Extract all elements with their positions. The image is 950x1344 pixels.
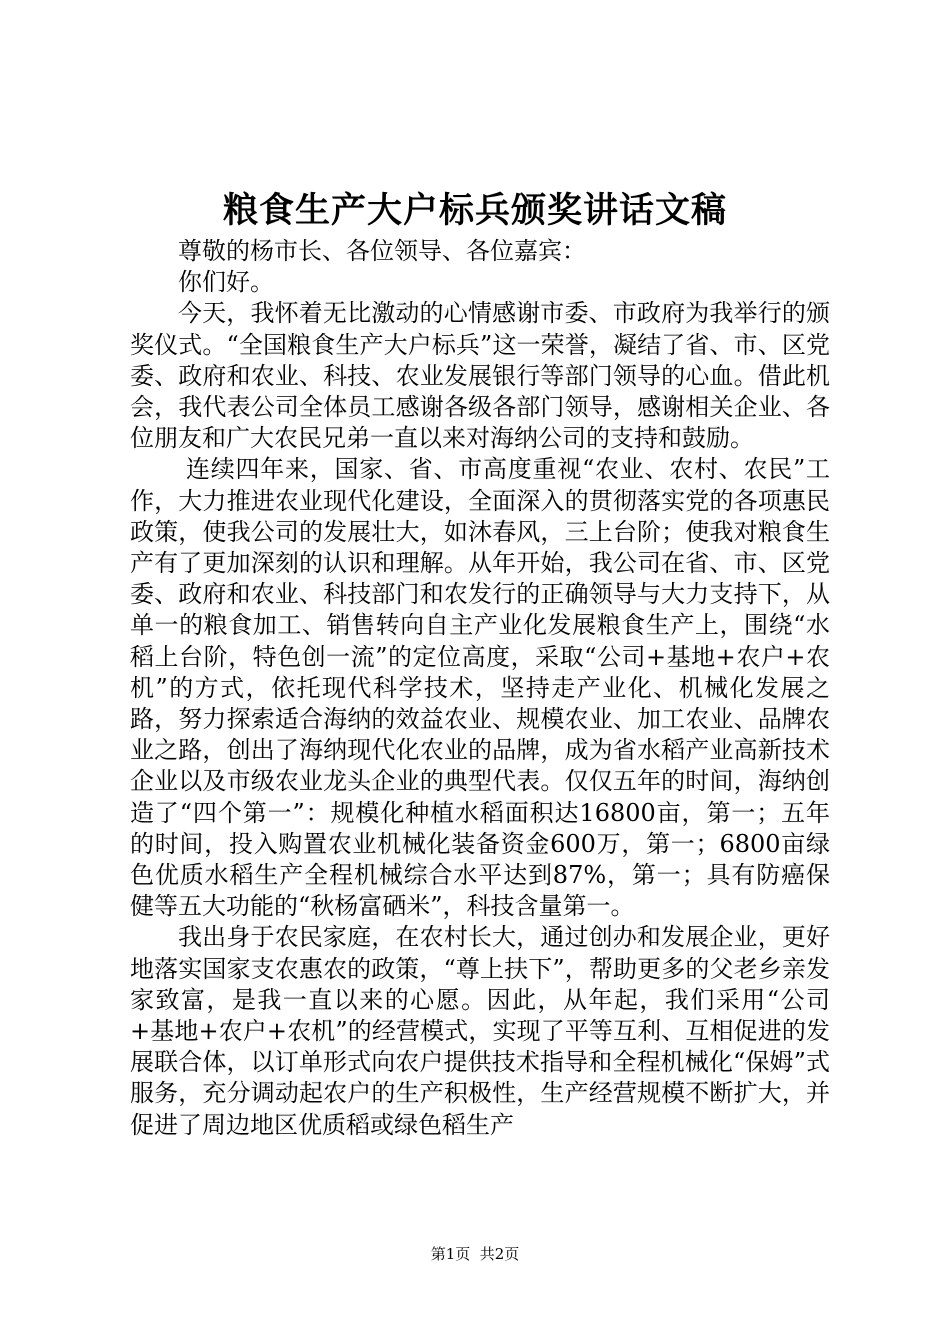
body-paragraph: 今天，我怀着无比激动的心情感谢市委、市政府为我举行的颁奖仪式。“全国粮食生产大户标兵”这一荣誉，凝结了省、市、区党委、政府和农业、科技、农业发展银行等部门领导的心血。借此机会，我代表公司全体员工感谢各级各部门领导，感谢相关企业、各位朋友和广大农民兄弟一直以来对海纳公司的支持和鼓励。 [130,299,830,453]
body-paragraph: 我出身于农民家庭，在农村长大，通过创办和发展企业，更好地落实国家支农惠农的政策，“尊上扶下”，帮助更多的父老乡亲发家致富，是我一直以来的心愿。因此，从年起，我们采用“公司+基地+农户+农机”的经营模式，实现了平等互利、互相促进的发展联合体，以订单形式向农户提供技术指导和全程机械化“保姆”式服务，充分调动起农户的生产积极性，生产经营规模不断扩大，并促进了周边地区优质稻或绿色稻生产 [130,923,830,1139]
greeting-paragraph: 你们好。 [178,268,274,297]
document-body [130,236,830,1141]
page-number-footer: 第1页 共2页 [430,1245,520,1263]
document-title: 粮食生产大户标兵颁奖讲话文稿 [222,190,727,231]
salutation-paragraph: 尊敬的杨市长、各位领导、各位嘉宾： [178,237,586,265]
body-paragraph: 连续四年来，国家、省、市高度重视“农业、农村、农民”工作，大力推进农业现代化建设，全面深入的贯彻落实党的各项惠民政策，使我公司的发展壮大，如沐春风，三上台阶；使我对粮食生产有了更加深刻的认识和理解。从年开始，我公司在省、市、区党委、政府和农业、科技部门和农发行的正确领导与大力支持下，从单一的粮食加工、销售转向自主产业化发展粮食生产上，围绕“水稻上台阶，特色创一流”的定位高度，采取“公司+基地+农户+农机”的方式，依托现代科学技术，坚持走产业化、机械化发展之路，努力探索适合海纳的效益农业、规模农业、加工农业、品牌农业之路，创出了海纳现代化农业的品牌，成为省水稻产业高新技术企业以及市级农业龙头企业的典型代表。仅仅五年的时间，海纳创造了“四个第一”：规模化种植水稻面积达16800亩，第一；五年的时间，投入购置农业机械化装备资金600万，第一；6800亩绿色优质水稻生产全程机械综合水平达到87%，第一；具有防癌保健等五大功能的“秋杨富硒米”，科技含量第一。 [130,455,830,921]
